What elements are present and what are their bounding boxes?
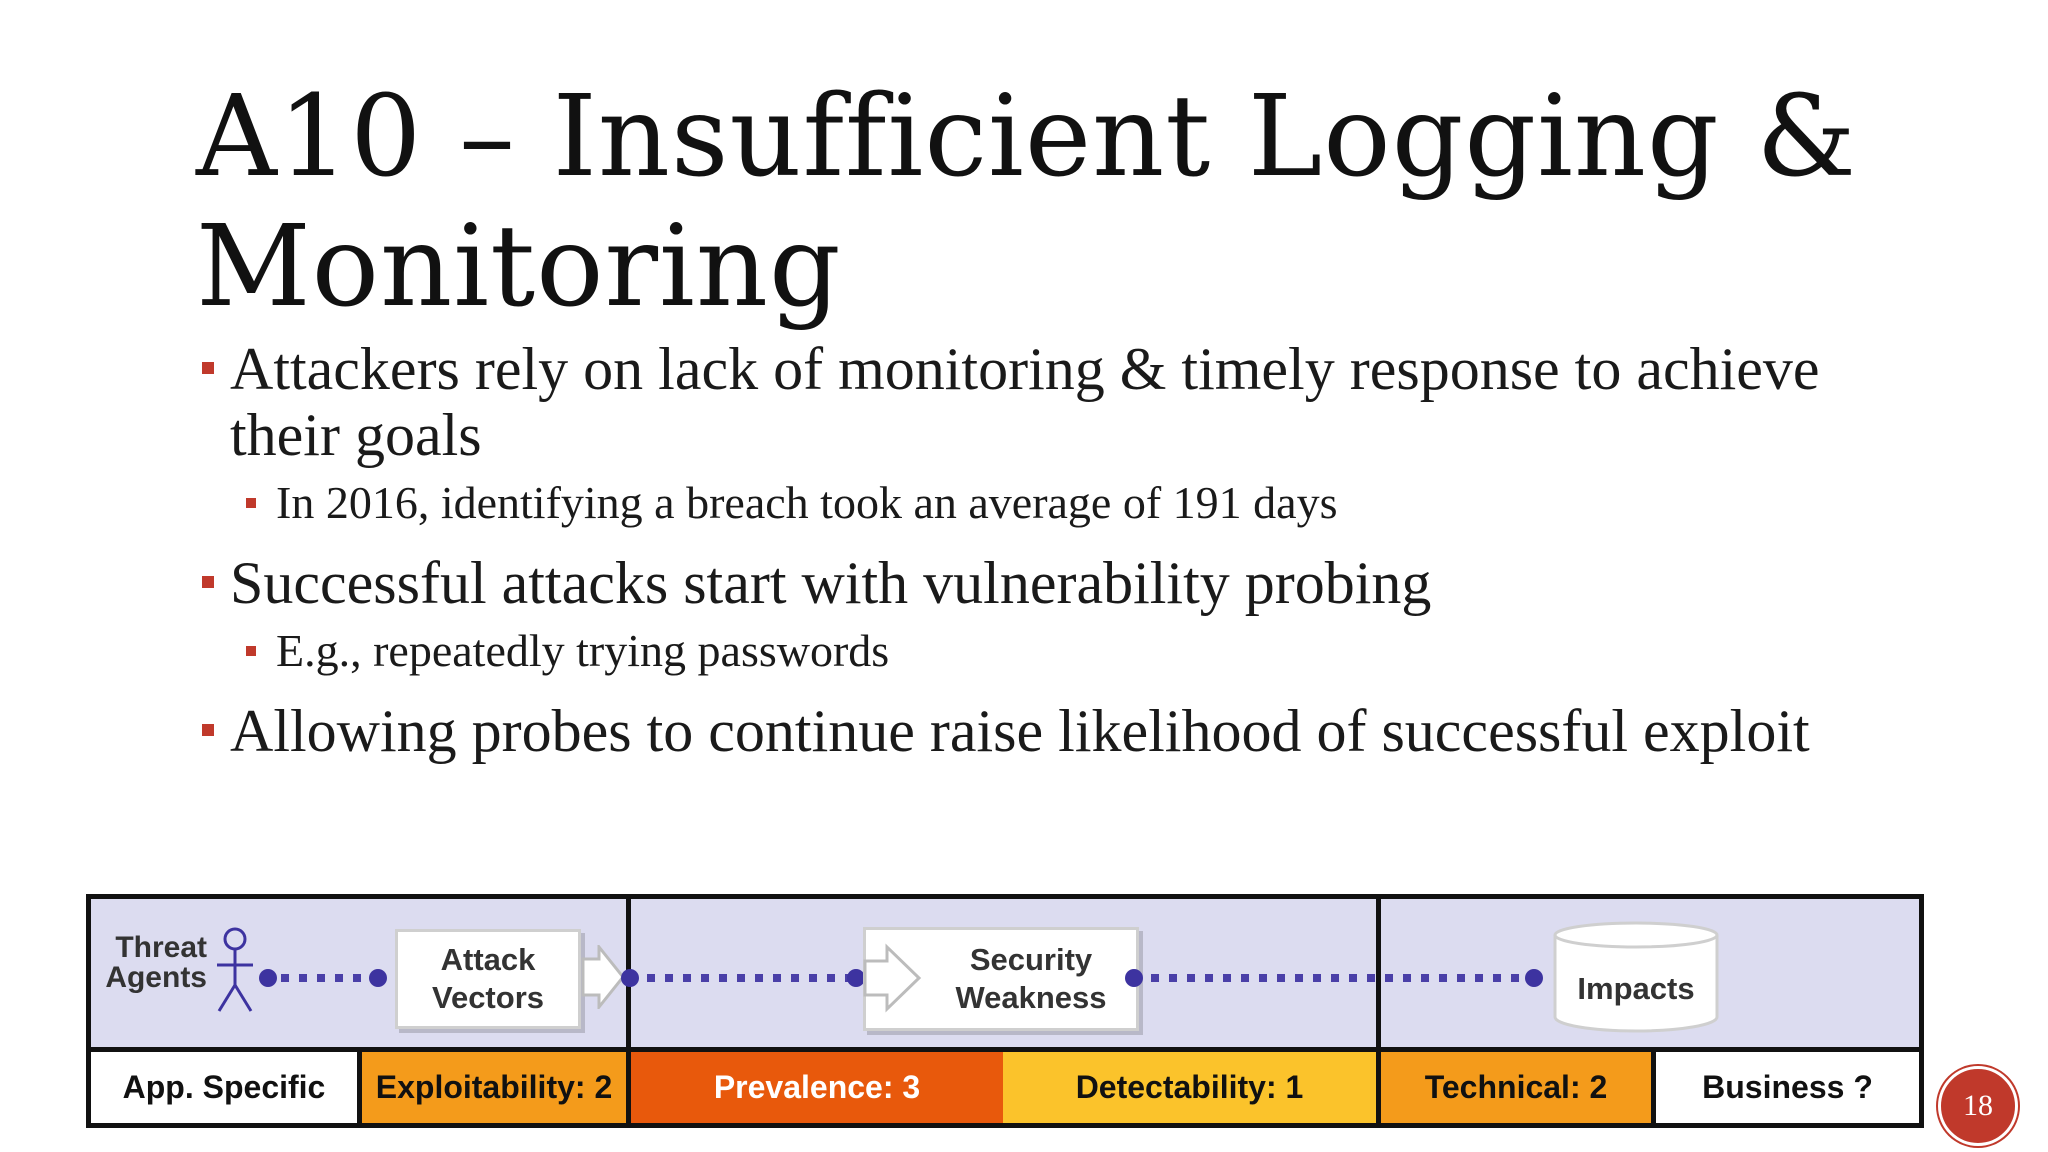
title-line-2: Monitoring [196, 202, 842, 332]
rating-exploitability: Exploitability: 2 [362, 1052, 626, 1123]
bullet-item [196, 698, 1856, 764]
connector-dots [1151, 974, 1527, 982]
impacts-label: Impacts [1577, 971, 1695, 1006]
attack-vectors-box [395, 929, 581, 1029]
sub-bullet-text: E.g., repeatedly trying passwords [276, 625, 890, 676]
sub-bullet-text: In 2016, identifying a breach took an average of 191 days [276, 477, 1338, 528]
sub-bullet-item [246, 624, 1856, 678]
title-line-1: A10 – Insufficient Logging & [196, 72, 1858, 202]
rating-prevalence: Prevalence: 3 [631, 1052, 1003, 1123]
risk-diagram [86, 894, 1924, 1128]
sub-bullet-item [246, 476, 1856, 530]
bullet-item [196, 336, 1856, 468]
bullet-text: Successful attacks start with vulnerability probing [230, 550, 1432, 616]
arrow-right-icon [861, 943, 925, 1013]
arrow-right-icon [581, 945, 625, 1009]
bullet-marker-icon [246, 498, 256, 508]
connector-node [369, 969, 387, 987]
rating-app-specific: App. Specific [91, 1052, 357, 1123]
connector-node [1125, 969, 1143, 987]
bullet-marker-icon [202, 724, 214, 736]
bullet-marker-icon [246, 646, 256, 656]
bullet-list [196, 336, 1856, 772]
rating-business: Business ? [1656, 1052, 1919, 1123]
rating-detectability: Detectability: 1 [1003, 1052, 1376, 1123]
connector-node [621, 969, 639, 987]
slide-title [196, 72, 1896, 332]
connector-dots [647, 974, 851, 982]
threat-agents-label: Threat Agents [105, 931, 207, 994]
connector-node [259, 969, 277, 987]
bullet-marker-icon [202, 576, 214, 588]
connector-dots [281, 974, 373, 982]
bullet-item [196, 550, 1856, 616]
attack-vectors-label: Attack Vectors [431, 942, 544, 1015]
stick-figure-icon [215, 927, 255, 1015]
bullet-text: Attackers rely on lack of monitoring & timely response to achieve their goals [230, 336, 1820, 468]
connector-node [1525, 969, 1543, 987]
rating-technical: Technical: 2 [1381, 1052, 1651, 1123]
bullet-marker-icon [202, 362, 214, 374]
security-weakness-label: Security Weakness [955, 942, 1107, 1015]
bullet-text: Allowing probes to continue raise likelihood of successful exploit [230, 698, 1810, 764]
page-number-badge: 18 [1938, 1066, 2018, 1146]
